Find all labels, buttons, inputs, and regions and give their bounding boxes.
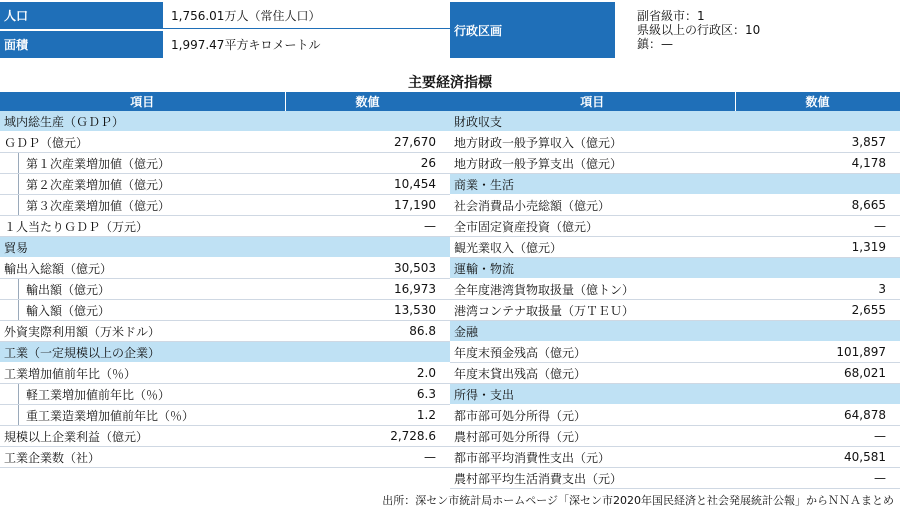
right-indicator-table <box>450 92 900 489</box>
row-label: 観光業収入（億元） <box>450 237 735 258</box>
row-label: 全市固定資産投資（億元） <box>450 216 735 237</box>
table-row <box>0 195 450 216</box>
row-label: 工業増加値前年比（％） <box>0 363 285 384</box>
population-value: 1,756.01万人（常住人口） <box>163 2 450 29</box>
row-value: 8,665 <box>735 195 900 216</box>
row-label: 軽工業増加値前年比（％） <box>0 384 285 405</box>
admin-line: 副省級市：1 <box>637 9 705 23</box>
row-label: 財政収支 <box>450 111 735 132</box>
table-row <box>450 342 900 363</box>
row-value: 101,897 <box>735 342 900 363</box>
table-row <box>0 279 450 300</box>
row-value <box>285 111 450 132</box>
row-value: 13,530 <box>285 300 450 321</box>
table-row <box>0 300 450 321</box>
row-label: 金融 <box>450 321 735 342</box>
row-label: 第２次産業増加値（億元） <box>0 174 285 195</box>
row-label: 運輸・物流 <box>450 258 735 279</box>
row-label: 工業（一定規模以上の企業） <box>0 342 285 363</box>
section-row <box>0 342 450 363</box>
table-row <box>0 258 450 279</box>
table-row <box>0 216 450 237</box>
row-value <box>735 384 900 405</box>
row-value <box>285 342 450 363</box>
col-header-value: 数値 <box>735 92 900 111</box>
row-label: 社会消費品小売総額（億元） <box>450 195 735 216</box>
row-label: 貿易 <box>0 237 285 258</box>
row-value: 40,581 <box>735 447 900 468</box>
area-label: 面積 <box>0 31 163 58</box>
row-value: — <box>735 216 900 237</box>
overview-box <box>0 2 900 59</box>
row-value <box>735 321 900 342</box>
source-note: 出所：深セン市統計局ホームページ「深セン市2020年国民経済と社会発展統計公報」からＮＮＡまとめ <box>382 494 894 507</box>
table-row <box>450 237 900 258</box>
row-value: 68,021 <box>735 363 900 384</box>
section-row <box>450 174 900 195</box>
row-value: 6.3 <box>285 384 450 405</box>
table-row <box>450 405 900 426</box>
table-row <box>450 363 900 384</box>
row-value: 16,973 <box>285 279 450 300</box>
section-row <box>450 321 900 342</box>
row-label: 商業・生活 <box>450 174 735 195</box>
admin-label: 行政区画 <box>450 2 615 58</box>
table-row <box>450 426 900 447</box>
area-value: 1,997.47平方キロメートル <box>171 38 321 52</box>
table-row <box>450 279 900 300</box>
row-value: 27,670 <box>285 132 450 153</box>
table-row <box>0 153 450 174</box>
row-label: 輸出入総額（億元） <box>0 258 285 279</box>
row-value: — <box>285 216 450 237</box>
table-row <box>450 216 900 237</box>
table-row <box>0 363 450 384</box>
table-row <box>0 405 450 426</box>
row-value: 1.2 <box>285 405 450 426</box>
row-value: 2.0 <box>285 363 450 384</box>
row-value: 17,190 <box>285 195 450 216</box>
row-value: — <box>735 426 900 447</box>
row-label: 規模以上企業利益（億元） <box>0 426 285 447</box>
section-row <box>450 258 900 279</box>
admin-line: 県級以上の行政区：10 <box>637 23 761 37</box>
table-row <box>0 447 450 468</box>
row-value: 10,454 <box>285 174 450 195</box>
row-label: 地方財政一般予算収入（億元） <box>450 132 735 153</box>
row-label: 第１次産業増加値（億元） <box>0 153 285 174</box>
table-row <box>450 300 900 321</box>
admin-line: 鎮：— <box>637 37 674 51</box>
table-row <box>0 321 450 342</box>
row-label: 輸出額（億元） <box>0 279 285 300</box>
section-row <box>0 237 450 258</box>
row-value: 3 <box>735 279 900 300</box>
row-value: 26 <box>285 153 450 174</box>
row-label: 重工業造業増加値前年比（％） <box>0 405 285 426</box>
row-label: 輸入額（億元） <box>0 300 285 321</box>
table-row <box>450 153 900 174</box>
table-row <box>450 447 900 468</box>
row-label: 年度末貸出残高（億元） <box>450 363 735 384</box>
admin-values <box>615 2 900 58</box>
row-label: 地方財政一般予算支出（億元） <box>450 153 735 174</box>
row-label: 農村部平均生活消費支出（元） <box>450 468 735 489</box>
row-label: 外資実際利用額（万米ドル） <box>0 321 285 342</box>
table-row <box>450 132 900 153</box>
row-label: 第３次産業増加値（億元） <box>0 195 285 216</box>
row-label: ＧＤＰ（億元） <box>0 132 285 153</box>
page-title: 主要経済指標 <box>408 75 492 91</box>
table-row <box>450 468 900 489</box>
row-value: 1,319 <box>735 237 900 258</box>
row-label: 都市部平均消費性支出（元） <box>450 447 735 468</box>
left-indicator-table <box>0 92 451 468</box>
col-header-item: 項目 <box>450 92 735 111</box>
row-value: — <box>735 468 900 489</box>
col-header-value: 数値 <box>285 92 450 111</box>
row-value: 64,878 <box>735 405 900 426</box>
table-row <box>450 195 900 216</box>
row-value: 4,178 <box>735 153 900 174</box>
row-label: 都市部可処分所得（元） <box>450 405 735 426</box>
row-value <box>735 174 900 195</box>
row-label: 全年度港湾貨物取扱量（億トン） <box>450 279 735 300</box>
row-label: 年度末預金残高（億元） <box>450 342 735 363</box>
row-label: １人当たりＧＤＰ（万元） <box>0 216 285 237</box>
row-value <box>735 111 900 132</box>
col-header-item: 項目 <box>0 92 285 111</box>
row-value <box>735 258 900 279</box>
row-value: 2,728.6 <box>285 426 450 447</box>
section-row <box>0 111 450 132</box>
population-label: 人口 <box>0 2 163 29</box>
row-label: 農村部可処分所得（元） <box>450 426 735 447</box>
table-row <box>0 426 450 447</box>
section-row <box>450 384 900 405</box>
table-row <box>0 384 450 405</box>
section-row <box>450 111 900 132</box>
row-label: 域内総生産（ＧＤＰ） <box>0 111 285 132</box>
row-label: 所得・支出 <box>450 384 735 405</box>
table-row <box>0 132 450 153</box>
row-value: — <box>285 447 450 468</box>
row-value: 2,655 <box>735 300 900 321</box>
row-label: 港湾コンテナ取扱量（万ＴＥＵ） <box>450 300 735 321</box>
row-value: 3,857 <box>735 132 900 153</box>
row-value: 30,503 <box>285 258 450 279</box>
row-label: 工業企業数（社） <box>0 447 285 468</box>
row-value: 86.8 <box>285 321 450 342</box>
table-row <box>0 174 450 195</box>
row-value <box>285 237 450 258</box>
